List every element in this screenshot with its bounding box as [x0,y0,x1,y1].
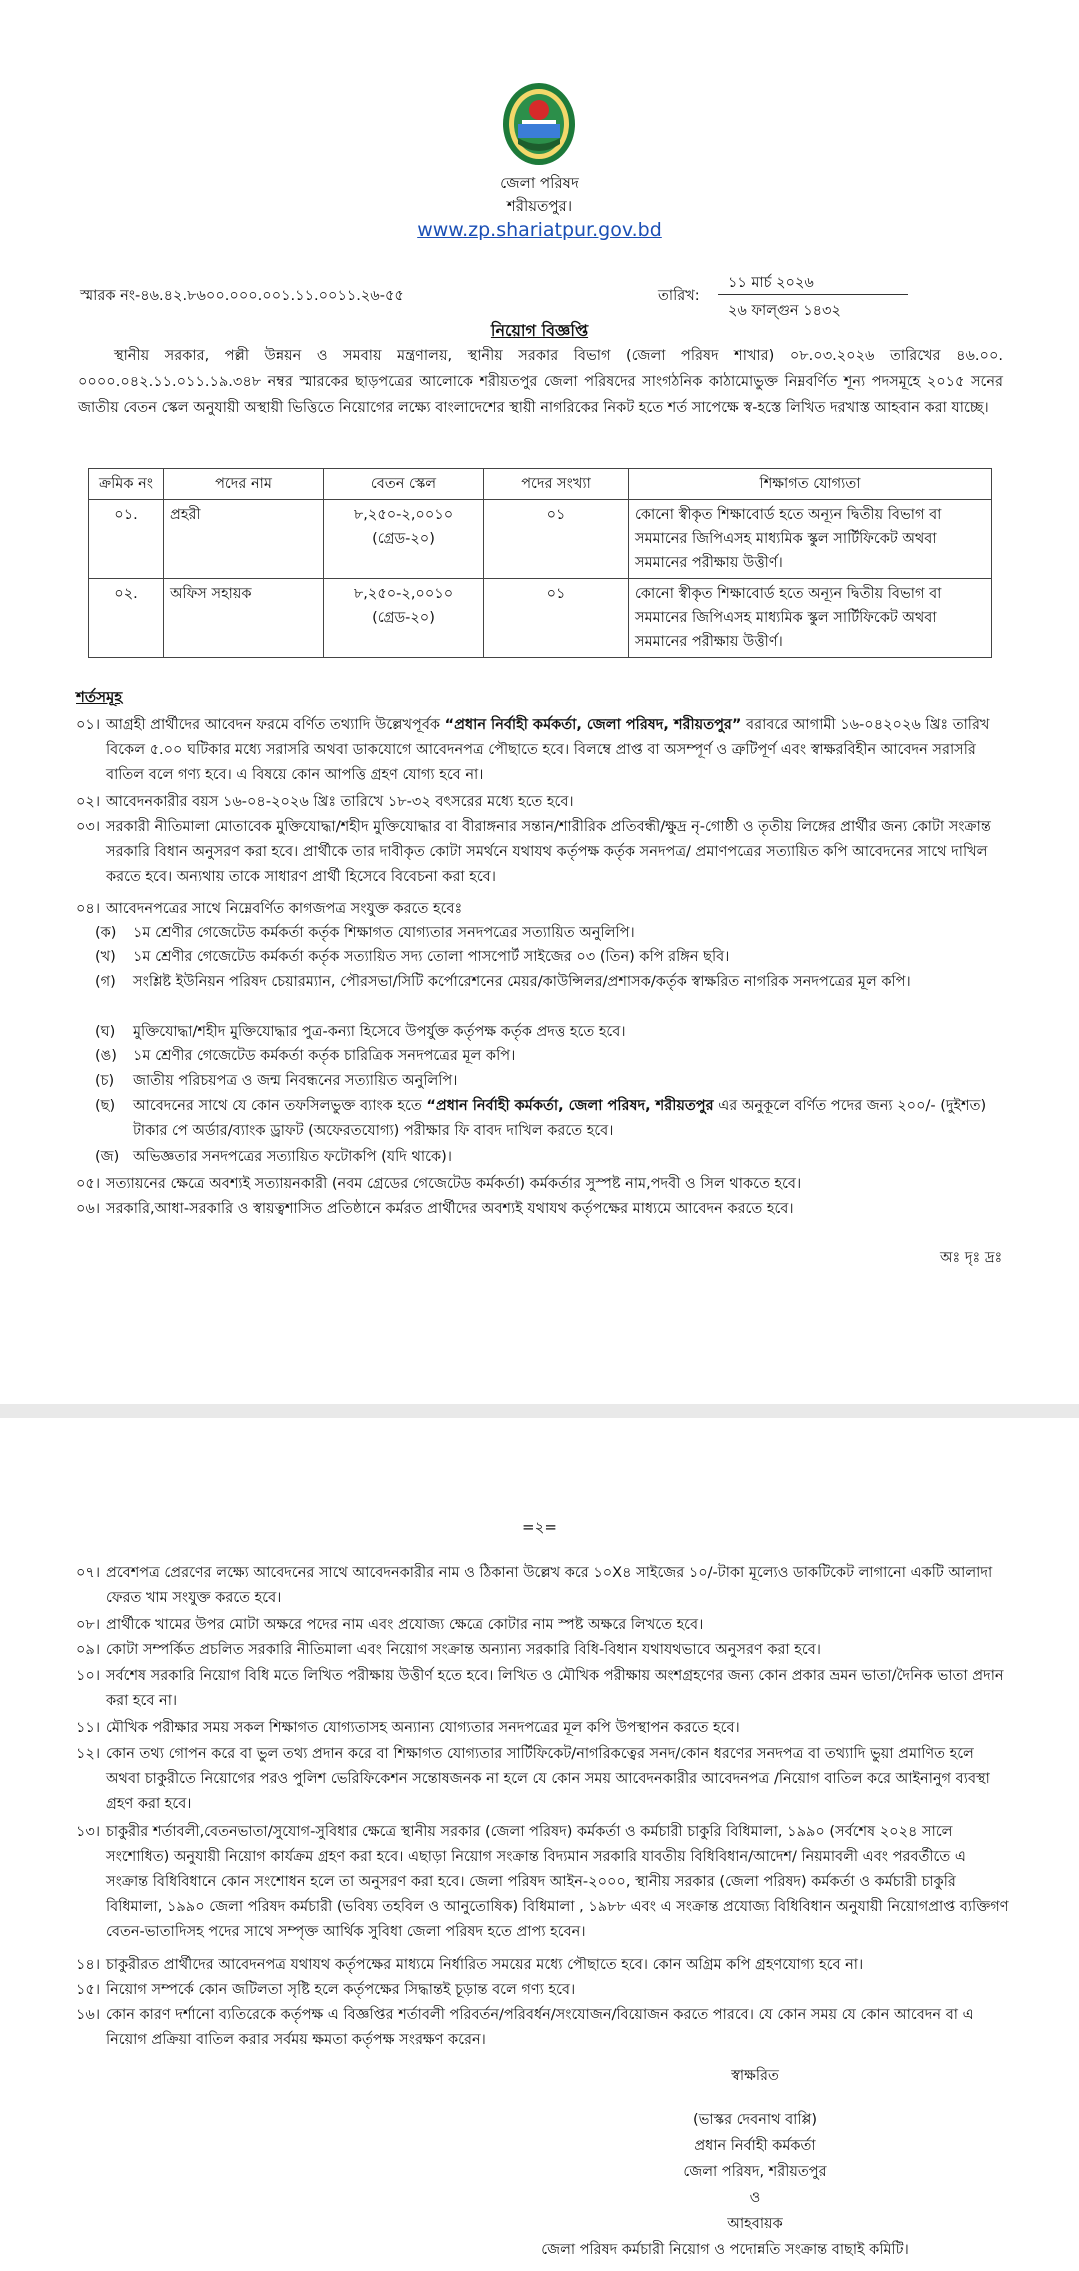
condition-14 [76,1953,1011,1978]
page-number: =২= [522,1518,557,1536]
date-english: ১১ মার্চ ২০২৬ [728,275,814,291]
page-separator [0,1404,1079,1418]
document-item-kha [95,945,1010,970]
notice-title: নিয়োগ বিজ্ঞপ্তি [490,321,589,340]
condition-text-bold: “প্রধান নির্বাহী কর্মকর্তা, জেলা পরিষদ, শরীয়তপুর” [444,717,742,733]
intro-paragraph: স্থানীয় সরকার, পল্লী উন্নয়ন ও সমবায় মন্ত্রণালয়, স্থানীয় সরকার বিভাগ (জেলা পরিষদ শাখার) ০৮.০৩.২০২৬ তারিখের ৪৬.০০. ০০০০.০৪২.১১.০১১.১৯.৩৪৮ নম্বর স্মারকের ছাড়পত্রের আলোকে শরীয়তপুর জেলা পরিষদের সাংগঠনিক কাঠামোভুক্ত নিম্নবর্ণিত শূন্য পদসমূহে ২০১৫ সনের জাতীয় বেতন স্কেল অনুযায়ী অস্থায়ী ভিত্তিতে নিয়োগের লক্ষ্যে বাংলাদেশের স্থায়ী নাগরিকের নিকট হতে শর্ত সাপেক্ষে স্ব-হস্তে লিখিত দরখাস্ত আহবান করা যাচ্ছে। [78,348,1003,416]
notice-title-row [0,318,1079,345]
header-count: পদের সংখ্যা [484,469,629,500]
signature-and: ও [749,2190,761,2206]
document-item-cha [95,1069,1010,1094]
header-serial: ক্রমিক নং [89,469,164,500]
item-text: ১ম শ্রেণীর গেজেটেড কর্মকর্তা কর্তৃক সত্যায়িত সদ্য তোলা পাসপোর্ট সাইজের ০৩ (তিন) কপি রঙ্গিন ছবি। [133,949,730,965]
item-text-bold: “প্রধান নির্বাহী কর্মকর্তা, জেলা পরিষদ, শরীয়তপুর [426,1098,714,1114]
table-row [89,500,992,579]
condition-text: সত্যায়নের ক্ষেত্রে অবশ্যই সত্যায়নকারী (নবম গ্রেডের গেজেটেড কর্মকর্তা) কর্মকর্তার সুস্পষ্ট নাম,পদবী ও সিল থাকতে হবে। [106,1176,802,1192]
condition-05 [76,1172,1011,1197]
scale-value: ৮,২৫০-২,০০১০ [353,507,454,523]
org-district: শরীয়তপুর। [506,197,573,215]
condition-text: চাকুরীর শর্তাবলী,বেতনভাতা/সুযোগ-সুবিধার ক্ষেত্রে স্থানীয় সরকার (জেলা পরিষদ) কর্মকর্তা ও কর্মচারী চাকুরি বিধিমালা, ১৯৯০ (সর্বশেষ ২০২৪ সালে সংশোধিত) অনুযায়ী নিয়োগ কার্যক্রম গ্রহণ করা হবে। এছাড়া নিয়োগ সংক্রান্ত বিদ্যমান সরকারি যাবতীয় বিধিবিধান/আদেশ/ নিয়মাবলী এবং পরবর্তীতে এ সংক্রান্ত বিধিবিধানে কোন সংশোধন হলে তা অনুসরণ করা হবে। জেলা পরিষদ আইন-২০০০, স্থানীয় সরকার (জেলা পরিষদ) কর্মকর্তা ও কর্মচারী চাকুরি বিধিমালা, ১৯৯০ জেলা পরিষদ কর্মচারী (ভবিষ্য তহবিল ও আনুতোষিক) বিধিমালা , ১৯৮৮ এবং এ সংক্রান্ত প্রযোজ্য বিধিবিধান অনুযায়ী নিয়োগপ্রাপ্ত ব্যক্তিগণ বেতন-ভাতাদিসহ পদের সাথে সম্পৃক্ত আর্থিক সুবিধা জেলা পরিষদ হতে প্রাপ্য হবেন। [106,1824,1009,1940]
condition-number: ০৩। [76,819,101,835]
cell-post: অফিস সহায়ক [164,579,324,658]
condition-number: ১৪। [76,1957,101,1973]
condition-09 [76,1638,1011,1663]
signature-block [541,2063,950,2263]
item-text: জাতীয় পরিচয়পত্র ও জন্ম নিবন্ধনের সত্যায়িত অনুলিপি। [133,1073,458,1089]
please-turn-over: অঃ দৃঃ দ্রঃ [940,1250,1003,1266]
condition-number: ১২। [76,1746,101,1762]
posts-table [88,468,992,658]
condition-text: নিয়োগ সম্পর্কে কোন জটিলতা সৃষ্টি হলে কর্তৃপক্ষের সিদ্ধান্তই চূড়ান্ত বলে গণ্য হবে। [106,1982,576,1998]
header-post: পদের নাম [164,469,324,500]
cell-count: ০১ [484,579,629,658]
signatory-designation: প্রধান নির্বাহী কর্মকর্তা [694,2138,816,2154]
signatory-committee: জেলা পরিষদ কর্মচারী নিয়োগ ও পদোন্নতি সংক্রান্ত বাছাই কমিটি। [541,2242,909,2258]
document-item-chha [95,1094,1010,1144]
scale-value: ৮,২৫০-২,০০১০ [353,586,454,602]
signatory-convener: আহবায়ক [727,2216,783,2232]
item-number: (ক) [95,925,117,941]
item-text-post: এর অনুকূলে বর্ণিত পদের জন্য ২০০/- (দুইশত) টাকার পে অর্ডার/ব্যাংক ড্রাফট (অফেরতযোগ্য) পরীক্ষার ফি বাবদ দাখিল করতে হবে। [133,1098,987,1139]
grade-value: (গ্রেড-২০) [372,531,435,547]
condition-01 [76,713,1011,788]
condition-13 [76,1820,1011,1945]
cell-scale [324,579,484,658]
signatory-office: জেলা পরিষদ, শরীয়তপুর [683,2164,827,2180]
signatory-name: (ভাস্কর দেবনাথ বাপ্পি) [692,2112,818,2128]
condition-number: ০৪। [76,901,101,917]
item-number: (জ) [95,1149,120,1165]
item-text: ১ম শ্রেণীর গেজেটেড কর্মকর্তা কর্তৃক চারিত্রিক সনদপত্রের মূল কপি। [133,1048,516,1064]
item-number: (খ) [95,949,116,965]
header-qualification: শিক্ষাগত যোগ্যতা [629,469,992,500]
item-text [133,1094,1010,1144]
condition-text: সরকারী নীতিমালা মোতাবেক মুক্তিযোদ্ধা/শহীদ মুক্তিযোদ্ধার বা বীরাঙ্গনার সন্তান/শারীরিক প্রতিবন্ধী/ক্ষুদ্র নৃ-গোষ্ঠী ও তৃতীয় লিঙ্গের প্রার্থীর জন্য কোটা সংক্রান্ত সরকারি বিধান অনুসরণ করা হবে। প্রার্থীকে তার দাবীকৃত কোটা সমর্থনে যথাযথ কর্তৃপক্ষ কর্তৃক সনদপত্র/ প্রমাণপত্রের সত্যায়িত কপি আবেদনের সাথে দাখিল করতে হবে। অন্যথায় তাকে সাধারণ প্রার্থী হিসেবে বিবেচনা করা হবে। [106,819,991,885]
org-name: জেলা পরিষদ [500,174,579,192]
condition-text: চাকুরীরত প্রার্থীদের আবেদনপত্র যথাযথ কর্তৃপক্ষের মাধ্যমে নির্ধারিত সময়ের মধ্যে পৌছাতে হবে। কোন অগ্রিম কপি গ্রহণযোগ্য হবে না। [106,1957,864,1973]
condition-15 [76,1978,1011,2003]
website-link[interactable]: www.zp.shariatpur.gov.bd [417,219,662,241]
document-item-ja [95,1145,1010,1170]
condition-06 [76,1197,1011,1222]
document-item-ka [95,921,1010,946]
item-text: অভিজ্ঞতার সনদপত্রের সত্যায়িত ফটোকপি (যদি থাকে)। [133,1149,452,1165]
condition-08 [76,1613,1011,1638]
header-scale: বেতন স্কেল [324,469,484,500]
item-number: (গ) [95,974,116,990]
condition-text: আবেদনকারীর বয়স ১৬-০৪-২০২৬ খ্রিঃ তারিখে ১৮-৩২ বৎসরের মধ্যে হতে হবে। [106,794,574,810]
condition-16 [76,2003,1011,2053]
condition-text: প্রার্থীকে খামের উপর মোটা অক্ষরে পদের নাম এবং প্রযোজ্য ক্ষেত্রে কোটার নাম স্পষ্ট অক্ষরে লিখতে হবে। [106,1617,704,1633]
grade-value: (গ্রেড-২০) [372,610,435,626]
memo-ref: স্মারক নং-৪৬.৪২.৮৬০০.০০০.০০১.১১.০০১১.২৬-৫৫ [80,288,404,304]
condition-text: মৌখিক পরীক্ষার সময় সকল শিক্ষাগত যোগ্যতাসহ অন্যান্য যোগ্যতার সনদপত্রের মূল কপি উপস্থাপন করতে হবে। [106,1720,740,1736]
website-row [0,219,1079,241]
condition-number: ০৫। [76,1176,101,1192]
condition-number: ১৩। [76,1824,101,1840]
condition-text: আবেদনপত্রের সাথে নিম্নেবর্ণিত কাগজপত্র সংযুক্ত করতে হবেঃ [106,901,463,917]
condition-02 [76,790,1011,815]
condition-12 [76,1742,1011,1817]
cell-serial: ০১. [89,500,164,579]
cell-count: ০১ [484,500,629,579]
condition-text: সরকারি,আধা-সরকারি ও স্বায়ত্বশাসিত প্রতিষ্ঠানে কর্মরত প্রার্থীদের অবশ্যই যথাযথ কর্তৃপক্ষের মাধ্যমে আবেদন করতে হবে। [106,1201,794,1217]
cell-serial: ০২. [89,579,164,658]
item-number: (ঙ) [95,1048,117,1064]
condition-text: কোন তথ্য গোপন করে বা ভুল তথ্য প্রদান করে বা শিক্ষাগত যোগ্যতার সার্টিফিকেট/নাগরিকত্বের সনদ/কোন ধরণের সনদপত্র বা তথ্যাদি ভুয়া প্রমাণিত হলে অথবা চাকুরীতে নিয়োগের পরও পুলিশ ভেরিফিকেশন সন্তোষজনক না হলে যে কোন সময় আবেদনকারীর আবেদনপত্র /নিয়োগ বাতিল করে আইনানুগ ব্যবস্থা গ্রহণ করা হবে। [106,1746,990,1812]
condition-11 [76,1716,1011,1741]
zila-parishad-logo-icon [500,80,578,168]
condition-text-pre: আগ্রহী প্রার্থীদের আবেদন ফরমে বর্ণিত তথ্যাদি উল্লেখপূর্বক [106,717,441,733]
condition-number: ১৬। [76,2007,101,2023]
item-text-pre: আবেদনের সাথে যে কোন তফসিলভুক্ত ব্যাংক হতে [133,1098,422,1114]
condition-text [106,713,1011,788]
item-number: (ঘ) [95,1024,116,1040]
page-2 [0,1418,1079,2271]
condition-text: কোন কারণ দর্শানো ব্যতিরেকে কর্তৃপক্ষ এ বিজ্ঞপ্তির শর্তাবলী পরিবর্তন/পরিবর্ধন/সংযোজন/বিয়োজন করতে পারবে। যে কোন সময় যে কোন আবেদন বা এ নিয়োগ প্রক্রিয়া বাতিল করার সর্বময় ক্ষমতা কর্তৃপক্ষ সংরক্ষণ করেন। [106,2007,974,2048]
date-bangla: ২৬ ফাল্গুন ১৪৩২ [728,303,841,319]
condition-number: ০২। [76,794,101,810]
condition-number: ০১। [76,717,101,733]
cell-qualification: কোনো স্বীকৃত শিক্ষাবোর্ড হতে অন্যূন দ্বিতীয় বিভাগ বা সমমানের জিপিএসহ মাধ্যমিক স্কুল সার্টিফিকেট অথবা সমমানের পরীক্ষায় উত্তীর্ণ। [629,579,992,658]
conditions-heading: শর্তসমূহ [76,688,123,706]
condition-number: ১৫। [76,1982,101,1998]
cell-scale [324,500,484,579]
item-number: (ছ) [95,1098,116,1114]
condition-number: ০৬। [76,1201,101,1217]
date-divider [718,294,908,295]
document-item-uo [95,1044,1010,1069]
item-text: ১ম শ্রেণীর গেজেটেড কর্মকর্তা কর্তৃক শিক্ষাগত যোগ্যতার সনদপত্রের সত্যায়িত অনুলিপি। [133,925,635,941]
condition-text: প্রবেশপত্র প্রেরণের লক্ষ্যে আবেদনের সাথে আবেদনকারীর নাম ও ঠিকানা উল্লেখ করে ১০X৪ সাইজের ১০/-টাকা মূল্যেও ডাকটিকেট লাগানো একটি আলাদা ফেরত খাম সংযুক্ত করতে হবে। [106,1565,993,1606]
condition-number: ০৮। [76,1617,101,1633]
item-number: (চ) [95,1073,115,1089]
condition-number: ০৭। [76,1565,101,1581]
date-label: তারিখ: [658,288,700,304]
condition-03 [76,815,1011,890]
condition-number: ১০। [76,1668,101,1684]
condition-10 [76,1664,1011,1714]
item-text: মুক্তিযোদ্ধা/শহীদ মুক্তিযোদ্ধার পুত্র-কন্যা হিসেবে উপর্যুক্ত কর্তৃপক্ষ কর্তৃক প্রদত্ত হতে হবে। [133,1024,626,1040]
condition-number: ১১। [76,1720,101,1736]
condition-text: কোটা সম্পর্কিত প্রচলিত সরকারি নীতিমালা এবং নিয়োগ সংক্রান্ত অন্যান্য সরকারি বিধি-বিধান যথাযথভাবে অনুসরণ করা হবে। [106,1642,821,1658]
cell-post: প্রহরী [164,500,324,579]
signature-signed: স্বাক্ষরিত [731,2068,779,2084]
table-row [89,579,992,658]
cell-qualification: কোনো স্বীকৃত শিক্ষাবোর্ড হতে অন্যূন দ্বিতীয় বিভাগ বা সমমানের জিপিএসহ মাধ্যমিক স্কুল সার্টিফিকেট অথবা সমমানের পরীক্ষায় উত্তীর্ণ। [629,500,992,579]
condition-04 [76,897,1011,922]
table-header-row [89,469,992,500]
condition-number: ০৯। [76,1642,101,1658]
item-text: সংশ্লিষ্ট ইউনিয়ন পরিষদ চেয়ারম্যান, পৌরসভা/সিটি কর্পোরেশনের মেয়র/কাউন্সিলর/প্রশাসক/কর্তৃক স্বাক্ষরিত নাগরিক সনদপত্রের মূল কপি। [133,974,911,990]
document-item-gha [95,1020,1010,1045]
condition-text-post: বরাবরে আগামী ১৬-০৪২০২৬ খ্রিঃ তারিখ বিকেল ৫.০০ ঘটিকার মধ্যে সরাসরি অথবা ডাকযোগে আবেদনপত্র পৌছাতে হবে। বিলম্বে প্রাপ্ত বা অসম্পূর্ণ ও ত্রুটিপূর্ণ এবং স্বাক্ষরবিহীন আবেদন সরাসরি বাতিল বলে গণ্য হবে। এ বিষয়ে কোন আপত্তি গ্রহণ যোগ্য হবে না। [106,717,990,783]
condition-07 [76,1561,1011,1611]
document-item-ga [95,970,1010,995]
condition-text: সর্বশেষ সরকারি নিয়োগ বিধি মতে লিখিত পরীক্ষায় উত্তীর্ণ হতে হবে। লিখিত ও মৌখিক পরীক্ষায় অংশগ্রহণের জন্য কোন প্রকার ভ্রমন ভাতা/দৈনিক ভাতা প্রদান করা হবে না। [106,1668,1004,1709]
